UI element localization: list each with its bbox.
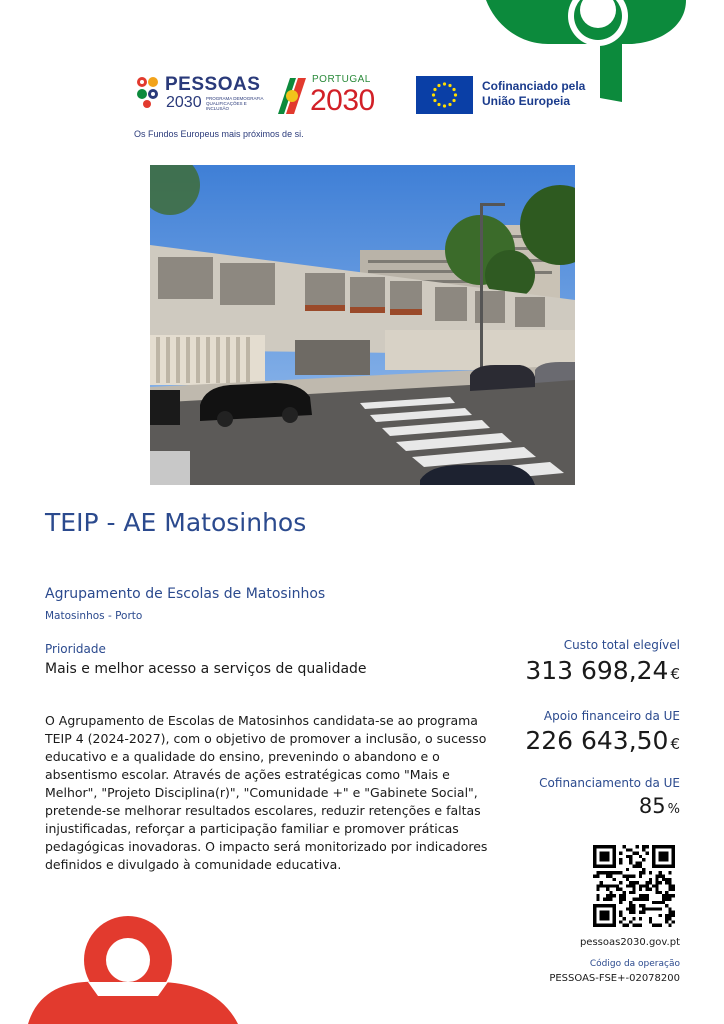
qr-module: [655, 891, 658, 894]
qr-module: [659, 875, 662, 878]
eu-logo-line2: União Europeia: [482, 94, 571, 108]
qr-module: [642, 911, 645, 914]
qr-module: [649, 907, 652, 910]
qr-module: [636, 845, 639, 848]
qr-module: [665, 920, 668, 923]
qr-module: [629, 884, 632, 887]
qr-module: [672, 911, 675, 914]
qr-module: [662, 875, 665, 878]
qr-module: [613, 894, 616, 897]
tagline: Os Fundos Europeus mais próximos de si.: [134, 129, 304, 139]
qr-module: [596, 897, 599, 900]
qr-module: [636, 865, 639, 868]
qr-module: [665, 904, 668, 907]
qr-module: [593, 875, 596, 878]
qr-module: [629, 911, 632, 914]
qr-module: [659, 907, 662, 910]
qr-module: [609, 897, 612, 900]
qr-module: [609, 875, 612, 878]
qr-module: [623, 845, 626, 848]
qr-module: [609, 871, 612, 874]
qr-module: [629, 855, 632, 858]
pessoas-symbol-icon: [134, 75, 160, 109]
qr-module: [626, 924, 629, 927]
qr-module: [659, 871, 662, 874]
qr-module: [665, 914, 668, 917]
qr-module: [626, 878, 629, 881]
qr-module: [596, 894, 599, 897]
qr-module: [632, 911, 635, 914]
qr-module: [655, 888, 658, 891]
qr-module: [668, 911, 671, 914]
qr-module: [668, 914, 671, 917]
qr-module: [639, 911, 642, 914]
qr-module: [668, 894, 671, 897]
qr-module: [642, 868, 645, 871]
qr-module: [616, 888, 619, 891]
eu-star-icon: [437, 84, 440, 87]
eu-support-value: [525, 726, 680, 755]
portugal-logo-word: PORTUGAL: [312, 74, 371, 85]
qr-module: [606, 875, 609, 878]
qr-module: [632, 852, 635, 855]
qr-module: [639, 894, 642, 897]
qr-module: [639, 871, 642, 874]
qr-module: [606, 884, 609, 887]
qr-module: [668, 881, 671, 884]
project-photo: [150, 165, 575, 485]
qr-module: [649, 871, 652, 874]
qr-module: [626, 875, 629, 878]
eu-star-icon: [433, 88, 436, 91]
qr-module: [642, 884, 645, 887]
qr-module: [662, 901, 665, 904]
qr-module: [659, 891, 662, 894]
qr-module: [645, 884, 648, 887]
portugal-logo-year: 2030: [310, 84, 375, 117]
qr-module: [613, 884, 616, 887]
total-cost-amount: 313 698,24: [525, 656, 669, 685]
qr-module: [655, 924, 658, 927]
eu-star-icon: [454, 93, 457, 96]
qr-module: [642, 894, 645, 897]
qr-module: [603, 897, 606, 900]
qr-module: [665, 917, 668, 920]
qr-module: [632, 891, 635, 894]
qr-module: [619, 894, 622, 897]
qr-module: [642, 848, 645, 851]
operation-code-value: PESSOAS-FSE+-02078200: [549, 973, 680, 984]
qr-module: [636, 881, 639, 884]
qr-module: [645, 888, 648, 891]
qr-module: [619, 871, 622, 874]
qr-module: [655, 884, 658, 887]
qr-module: [652, 901, 655, 904]
pessoas-logo-subline: PROGRAMA DEMOGRAFIA QUALIFICAÇÕES E INCLUSÃO: [206, 96, 264, 111]
website-link[interactable]: pessoas2030.gov.pt: [579, 937, 680, 948]
qr-module: [613, 871, 616, 874]
qr-module: [623, 897, 626, 900]
qr-module: [639, 897, 642, 900]
qr-module: [619, 914, 622, 917]
qr-module: [606, 888, 609, 891]
qr-module: [632, 881, 635, 884]
qr-module: [642, 871, 645, 874]
qr-module: [665, 881, 668, 884]
qr-module: [616, 871, 619, 874]
qr-module: [609, 894, 612, 897]
qr-module: [668, 897, 671, 900]
priority-value: Mais e melhor acesso a serviços de qualidade: [45, 661, 367, 677]
eu-flag-icon: [416, 76, 473, 114]
qr-module: [662, 878, 665, 881]
qr-module: [619, 888, 622, 891]
eu-star-icon: [433, 99, 436, 102]
qr-module: [636, 852, 639, 855]
qr-module: [639, 865, 642, 868]
qr-module: [629, 907, 632, 910]
qr-module: [655, 875, 658, 878]
qr-module: [639, 861, 642, 864]
qr-module: [632, 917, 635, 920]
qr-module: [596, 875, 599, 878]
qr-module: [629, 901, 632, 904]
qr-module: [649, 881, 652, 884]
qr-module: [632, 924, 635, 927]
qr-module: [623, 917, 626, 920]
qr-module: [642, 858, 645, 861]
qr-module: [636, 924, 639, 927]
qr-module: [645, 845, 648, 848]
qr-module: [659, 914, 662, 917]
qr-module: [639, 855, 642, 858]
qr-module: [609, 884, 612, 887]
eu-cofinancing-label: Cofinanciamento da UE: [539, 776, 680, 790]
qr-module: [668, 884, 671, 887]
qr-module: [632, 907, 635, 910]
qr-module: [639, 888, 642, 891]
qr-module: [645, 881, 648, 884]
qr-module: [636, 897, 639, 900]
qr-module: [659, 881, 662, 884]
qr-module: [665, 878, 668, 881]
project-description: O Agrupamento de Escolas de Matosinhos candidata-se ao programa TEIP 4 (2024-2027), com o objetivo de promover a inclusão, o sucesso educativo e a qualidade do ensino, prevenindo o abandono e o absentismo escolar. Através de ações estratégicas como "Mais e Melhor", "Projeto Disciplina(r)", "Comunidade +" e "Gabinete Social", pretende-se melhorar resultados escolares, reduzir retenções e faltas injustificadas, reforçar a participação familiar e promover práticas pedagógicas inovadoras. O impacto será monitorizado por indicadores definidos e divulgado à comunidade educativa.: [45, 713, 488, 872]
qr-module: [629, 848, 632, 851]
operation-code-label: Código da operação: [589, 959, 680, 969]
currency-symbol: €: [670, 665, 680, 683]
total-cost-value: [525, 656, 680, 685]
qr-module: [668, 924, 671, 927]
qr-module: [619, 911, 622, 914]
eu-star-icon: [448, 84, 451, 87]
qr-module: [668, 907, 671, 910]
qr-module: [626, 855, 629, 858]
project-title: TEIP - AE Matosinhos: [45, 508, 307, 537]
qr-module: [629, 861, 632, 864]
qr-module: [639, 917, 642, 920]
decorative-red-shape: [28, 910, 238, 1024]
qr-module: [659, 924, 662, 927]
qr-module: [672, 920, 675, 923]
qr-module: [600, 911, 610, 921]
priority-label: Prioridade: [45, 642, 106, 656]
qr-module: [596, 871, 599, 874]
total-cost-label: Custo total elegível: [563, 638, 680, 652]
qr-module: [619, 852, 622, 855]
eu-star-icon: [443, 82, 446, 85]
qr-module: [629, 920, 632, 923]
qr-module: [652, 884, 655, 887]
qr-module: [629, 904, 632, 907]
qr-module: [662, 897, 665, 900]
qr-module: [655, 901, 658, 904]
qr-module: [629, 891, 632, 894]
qr-module: [606, 894, 609, 897]
qr-module: [668, 871, 671, 874]
qr-module: [596, 888, 599, 891]
qr-module: [606, 897, 609, 900]
qr-module: [649, 917, 652, 920]
qr-module: [662, 894, 665, 897]
portugal2030-logo: [276, 72, 386, 120]
qr-module: [629, 858, 632, 861]
qr-module: [639, 904, 642, 907]
qr-module: [672, 894, 675, 897]
pessoas-logo-year: 2030: [166, 94, 202, 111]
qr-module: [632, 884, 635, 887]
qr-module: [619, 920, 622, 923]
qr-module: [632, 875, 635, 878]
qr-module: [609, 891, 612, 894]
percent-symbol: %: [667, 802, 680, 817]
qr-module: [672, 888, 675, 891]
qr-module: [600, 881, 603, 884]
currency-symbol: €: [670, 735, 680, 753]
qr-module: [665, 894, 668, 897]
qr-module: [645, 907, 648, 910]
qr-module: [645, 894, 648, 897]
qr-module: [632, 865, 635, 868]
pessoas2030-logo: [134, 72, 274, 116]
qr-module: [645, 897, 648, 900]
qr-module: [639, 884, 642, 887]
eu-star-icon: [432, 93, 435, 96]
qr-module: [668, 888, 671, 891]
qr-module: [600, 871, 603, 874]
qr-module: [668, 878, 671, 881]
qr-module: [603, 871, 606, 874]
eu-support-amount: 226 643,50: [525, 726, 669, 755]
qr-module: [623, 924, 626, 927]
qr-module: [665, 891, 668, 894]
qr-module: [642, 904, 645, 907]
qr-module: [619, 897, 622, 900]
eu-cofinancing-value: [639, 794, 680, 818]
portugal-flag-symbol-icon: [276, 76, 308, 114]
qr-module: [645, 852, 648, 855]
qr-module: [623, 891, 626, 894]
qr-module: [619, 901, 622, 904]
qr-module: [642, 897, 645, 900]
qr-module: [619, 858, 622, 861]
qr-module: [632, 904, 635, 907]
beneficiary-name: Agrupamento de Escolas de Matosinhos: [45, 586, 326, 602]
qr-module: [655, 907, 658, 910]
qr-module: [616, 884, 619, 887]
qr-module: [606, 871, 609, 874]
eu-star-icon: [448, 103, 451, 106]
qr-module: [619, 881, 622, 884]
qr-module: [655, 878, 658, 881]
qr-module: [603, 884, 606, 887]
qr-module: [668, 917, 671, 920]
qr-module: [623, 875, 626, 878]
qr-module: [642, 845, 645, 848]
qr-module: [626, 848, 629, 851]
pessoas-logo-word: PESSOAS: [165, 74, 261, 95]
qr-module: [636, 861, 639, 864]
eu-cofinanced-logo: [416, 76, 616, 116]
qr-module: [642, 907, 645, 910]
eu-cofinancing-rate: 85: [638, 794, 666, 818]
qr-module: [652, 924, 655, 927]
qr-module: [629, 875, 632, 878]
qr-module: [626, 868, 629, 871]
qr-module: [596, 884, 599, 887]
qr-module: [632, 897, 635, 900]
qr-module: [619, 861, 622, 864]
qr-module: [632, 888, 635, 891]
qr-module: [649, 920, 652, 923]
qr-module: [659, 852, 669, 862]
qr-module: [655, 881, 658, 884]
qr-module: [665, 897, 668, 900]
eu-star-icon: [452, 99, 455, 102]
qr-module: [623, 894, 626, 897]
qr-module: [613, 878, 616, 881]
eu-logo-line1: Cofinanciado pela: [482, 79, 586, 93]
qr-module: [629, 881, 632, 884]
project-location: Matosinhos - Porto: [45, 610, 143, 622]
qr-module: [659, 901, 662, 904]
qr-module: [672, 914, 675, 917]
qr-module: [639, 924, 642, 927]
eu-star-icon: [443, 104, 446, 107]
qr-module: [672, 884, 675, 887]
eu-support-label: Apoio financeiro da UE: [543, 709, 680, 723]
eu-star-icon: [437, 103, 440, 106]
qr-module: [626, 907, 629, 910]
qr-module: [649, 878, 652, 881]
qr-module: [639, 875, 642, 878]
eu-star-icon: [452, 88, 455, 91]
qr-module: [600, 852, 610, 862]
qr-code[interactable]: [593, 845, 675, 927]
qr-module: [649, 888, 652, 891]
qr-module: [652, 907, 655, 910]
qr-module: [600, 884, 603, 887]
qr-module: [626, 884, 629, 887]
